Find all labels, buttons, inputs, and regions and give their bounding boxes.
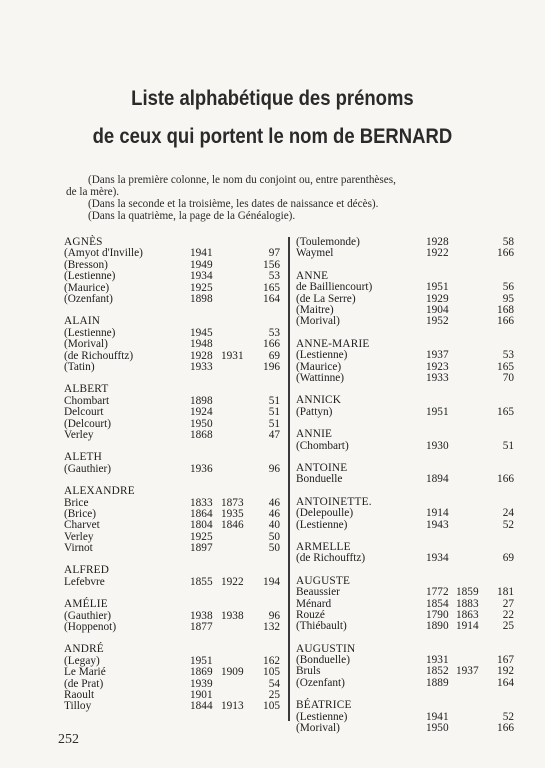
spouse-or-mother-name: (Morival)	[296, 315, 340, 328]
birth-year: 1897	[190, 542, 213, 555]
genealogy-page: 47	[268, 428, 280, 441]
genealogy-page: 58	[502, 236, 514, 248]
first-name-heading: AUGUSTIN	[296, 642, 356, 655]
entry-row	[296, 407, 514, 418]
name-group	[64, 316, 280, 373]
entry-row	[296, 373, 514, 384]
spouse-or-mother-name: (Legay)	[64, 654, 100, 667]
name-group	[296, 237, 514, 260]
birth-year: 1952	[426, 315, 449, 328]
entry-row	[64, 362, 280, 373]
intro-line-1: (Dans la première colonne, le nom du conjoint ou, entre parenthèses,	[88, 174, 396, 186]
entry-row	[296, 316, 514, 327]
entry-row	[296, 474, 514, 485]
genealogy-page: 40	[268, 519, 280, 532]
entry-row	[64, 351, 280, 362]
genealogy-page: 95	[502, 292, 514, 305]
entry-row	[64, 577, 280, 588]
birth-year: 1914	[426, 507, 449, 520]
spouse-or-mother-name: Brice	[64, 496, 89, 509]
birth-year: 1855	[190, 575, 213, 588]
birth-year: 1790	[426, 608, 449, 621]
entry-row	[296, 248, 514, 259]
genealogy-page: 164	[497, 676, 514, 689]
spouse-or-mother-name: (Morival)	[296, 722, 340, 735]
genealogy-page: 46	[268, 507, 280, 520]
spouse-or-mother-name: Le Marié	[64, 666, 106, 679]
name-group	[64, 644, 280, 712]
spouse-or-mother-name: (de La Serre)	[296, 292, 356, 305]
spouse-or-mother-name: Delcourt	[64, 406, 104, 419]
entry-row	[64, 430, 280, 441]
name-group	[296, 700, 514, 734]
spouse-or-mother-name: de Bailliencourt)	[296, 281, 373, 294]
genealogy-page: 46	[268, 496, 280, 509]
genealogy-page: 156	[263, 258, 280, 271]
entry-row	[296, 587, 514, 598]
birth-year: 1951	[190, 654, 213, 667]
genealogy-page: 165	[497, 360, 514, 373]
spouse-or-mother-name: (Lestienne)	[296, 518, 348, 531]
spouse-or-mother-name: (Tatin)	[64, 360, 95, 373]
death-year: 1922	[221, 575, 244, 588]
genealogy-page: 164	[263, 292, 280, 305]
spouse-or-mother-name: Lefebvre	[64, 575, 105, 588]
spouse-or-mother-name: Tilloy	[64, 700, 92, 713]
genealogy-page: 96	[268, 462, 280, 475]
birth-year: 1933	[426, 371, 449, 384]
birth-year: 1869	[190, 666, 213, 679]
spouse-or-mother-name: (Lestienne)	[296, 710, 348, 723]
spouse-or-mother-name: (Delepoulle)	[296, 507, 354, 520]
genealogy-page: 196	[263, 360, 280, 373]
entry-row	[64, 294, 280, 305]
death-year: 1935	[221, 507, 244, 520]
death-year: 1937	[456, 665, 479, 678]
spouse-or-mother-name: (Lestienne)	[64, 270, 116, 283]
genealogy-page: 165	[497, 405, 514, 418]
first-name-heading: AGNÈS	[64, 236, 103, 248]
name-group	[64, 384, 280, 441]
first-name-heading: ANNICK	[296, 394, 342, 407]
genealogy-page: 25	[502, 620, 514, 633]
genealogy-page: 51	[268, 394, 280, 407]
spouse-or-mother-name: (Toulemonde)	[296, 236, 360, 248]
birth-year: 1934	[426, 552, 449, 565]
genealogy-page: 194	[263, 575, 280, 588]
entry-row	[64, 520, 280, 531]
spouse-or-mother-name: Bonduelle	[296, 473, 343, 486]
genealogy-page: 51	[268, 417, 280, 430]
spouse-or-mother-name: (Maurice)	[64, 281, 110, 294]
page-number: 252	[58, 732, 79, 747]
birth-year: 1933	[190, 360, 213, 373]
birth-year: 1890	[426, 620, 449, 633]
birth-year: 1772	[426, 586, 449, 599]
genealogy-page: 166	[497, 473, 514, 486]
birth-year: 1951	[426, 281, 449, 294]
birth-year: 1852	[426, 665, 449, 678]
first-name-heading: ANNE-MARIE	[296, 337, 370, 350]
genealogy-page: 69	[502, 552, 514, 565]
birth-year: 1928	[190, 349, 213, 362]
genealogy-page: 96	[268, 609, 280, 622]
birth-year: 1938	[190, 609, 213, 622]
entry-row	[296, 621, 514, 632]
first-name-heading: ANNE	[296, 269, 329, 282]
spouse-or-mother-name: (de Prat)	[64, 677, 104, 690]
entry-row	[64, 622, 280, 633]
entry-row	[296, 441, 514, 452]
genealogy-page: 166	[497, 247, 514, 260]
first-names-left-column	[64, 237, 280, 724]
name-group	[64, 565, 280, 588]
entry-row	[64, 701, 280, 712]
birth-year: 1948	[190, 338, 213, 351]
birth-year: 1930	[426, 439, 449, 452]
entry-row	[296, 723, 514, 734]
death-year: 1931	[221, 349, 244, 362]
spouse-or-mother-name: (Delcourt)	[64, 417, 112, 430]
entry-row	[64, 679, 280, 690]
first-name-heading: AMÉLIE	[64, 598, 108, 611]
birth-year: 1950	[190, 417, 213, 430]
birth-year: 1898	[190, 394, 213, 407]
first-name-heading: ANTOINETTE.	[296, 495, 372, 508]
birth-year: 1804	[190, 519, 213, 532]
name-group	[296, 542, 514, 565]
genealogy-page: 162	[263, 654, 280, 667]
genealogy-page: 165	[263, 281, 280, 294]
birth-year: 1945	[190, 326, 213, 339]
birth-year: 1951	[426, 405, 449, 418]
entry-row	[64, 690, 280, 701]
spouse-or-mother-name: Bruls	[296, 665, 321, 678]
death-year: 1859	[456, 586, 479, 599]
genealogy-page: 24	[502, 507, 514, 520]
birth-year: 1844	[190, 700, 213, 713]
spouse-or-mother-name: (Chombart)	[296, 439, 349, 452]
spouse-or-mother-name: (Gauthier)	[64, 609, 112, 622]
first-name-heading: ALEXANDRE	[64, 485, 135, 498]
entry-row	[64, 419, 280, 430]
first-name-heading: ALFRED	[64, 564, 110, 577]
birth-year: 1854	[426, 597, 449, 610]
birth-year: 1925	[190, 281, 213, 294]
genealogy-page: 181	[497, 586, 514, 599]
spouse-or-mother-name: (Gauthier)	[64, 462, 112, 475]
name-group	[296, 271, 514, 328]
entry-row	[296, 655, 514, 666]
entry-row	[296, 508, 514, 519]
spouse-or-mother-name: (Ozenfant)	[296, 676, 345, 689]
name-group	[296, 463, 514, 486]
first-name-heading: ALAIN	[64, 315, 101, 328]
entry-row	[296, 678, 514, 689]
birth-year: 1939	[190, 677, 213, 690]
birth-year: 1937	[426, 349, 449, 362]
genealogy-page: 53	[268, 326, 280, 339]
genealogy-page: 51	[502, 439, 514, 452]
column-divider	[288, 237, 290, 721]
entry-row	[296, 599, 514, 610]
entry-row	[296, 282, 514, 293]
entry-row	[296, 553, 514, 564]
genealogy-page: 97	[268, 247, 280, 260]
name-group	[296, 339, 514, 385]
birth-year: 1924	[190, 406, 213, 419]
spouse-or-mother-name: (Maurice)	[296, 360, 342, 373]
first-names-right-column	[296, 237, 514, 745]
birth-year: 1904	[426, 303, 449, 316]
entry-row	[64, 464, 280, 475]
death-year: 1873	[221, 496, 244, 509]
birth-year: 1923	[426, 360, 449, 373]
death-year: 1909	[221, 666, 244, 679]
birth-year: 1928	[426, 236, 449, 248]
spouse-or-mother-name: Raoult	[64, 689, 95, 702]
spouse-or-mother-name: Verley	[64, 530, 94, 543]
entry-row	[64, 543, 280, 554]
birth-year: 1931	[426, 654, 449, 667]
genealogy-page: 50	[268, 530, 280, 543]
genealogy-page: 54	[268, 677, 280, 690]
spouse-or-mother-name: Rouzé	[296, 608, 325, 621]
spouse-or-mother-name: (Amyot d'Inville)	[64, 247, 143, 260]
spouse-or-mother-name: (Ozenfant)	[64, 292, 113, 305]
first-name-heading: ALETH	[64, 451, 103, 464]
genealogy-page: 53	[268, 270, 280, 283]
death-year: 1938	[221, 609, 244, 622]
name-group	[296, 576, 514, 633]
name-group	[64, 486, 280, 554]
first-name-heading: ANNIE	[296, 428, 333, 441]
spouse-or-mother-name: Beaussier	[296, 586, 340, 599]
genealogy-page: 166	[497, 315, 514, 328]
intro-line-2: de la mère).	[66, 186, 120, 198]
genealogy-page: 56	[502, 281, 514, 294]
spouse-or-mother-name: (de Richoufftz)	[296, 552, 366, 565]
death-year: 1914	[456, 620, 479, 633]
birth-year: 1877	[190, 621, 213, 634]
genealogy-page: 69	[268, 349, 280, 362]
first-name-heading: AUGUSTE	[296, 574, 351, 587]
spouse-or-mother-name: Virnot	[64, 542, 93, 555]
genealogy-page: 25	[268, 689, 280, 702]
first-name-heading: BÉATRICE	[296, 699, 352, 712]
birth-year: 1925	[190, 530, 213, 543]
birth-year: 1864	[190, 507, 213, 520]
birth-year: 1929	[426, 292, 449, 305]
page-title-line-2: de ceux qui portent le nom de BERNARD	[92, 124, 453, 148]
birth-year: 1936	[190, 462, 213, 475]
genealogy-page: 27	[502, 597, 514, 610]
birth-year: 1868	[190, 428, 213, 441]
genealogy-page: 52	[502, 710, 514, 723]
genealogy-page: 105	[263, 666, 280, 679]
birth-year: 1898	[190, 292, 213, 305]
entry-row	[64, 667, 280, 678]
spouse-or-mother-name: Chombart	[64, 394, 110, 407]
entry-row	[296, 350, 514, 361]
birth-year: 1941	[426, 710, 449, 723]
spouse-or-mother-name: (Brice)	[64, 507, 96, 520]
page-title-line-1: Liste alphabétique des prénoms	[131, 86, 414, 110]
spouse-or-mother-name: (Lestienne)	[296, 349, 348, 362]
intro-line-3: (Dans la seconde et la troisième, les dates de naissance et décès).	[88, 198, 379, 210]
genealogy-page: 70	[502, 371, 514, 384]
name-group	[296, 429, 514, 452]
intro-line-4: (Dans la quatrième, la page de la Généalogie).	[88, 210, 296, 222]
spouse-or-mother-name: (Bresson)	[64, 258, 108, 271]
entry-row	[64, 532, 280, 543]
name-group	[296, 497, 514, 531]
genealogy-page: 50	[268, 542, 280, 555]
genealogy-page: 105	[263, 700, 280, 713]
birth-year: 1941	[190, 247, 213, 260]
genealogy-page: 22	[502, 608, 514, 621]
genealogy-page: 166	[497, 722, 514, 735]
spouse-or-mother-name: (Lestienne)	[64, 326, 116, 339]
death-year: 1883	[456, 597, 479, 610]
birth-year: 1922	[426, 247, 449, 260]
genealogy-page: 192	[497, 665, 514, 678]
entry-row	[64, 498, 280, 509]
birth-year: 1833	[190, 496, 213, 509]
genealogy-page: 166	[263, 338, 280, 351]
genealogy-page: 53	[502, 349, 514, 362]
first-name-heading: ALBERT	[64, 383, 109, 396]
birth-year: 1894	[426, 473, 449, 486]
entry-row	[296, 520, 514, 531]
spouse-or-mother-name: (de Richoufftz)	[64, 349, 134, 362]
birth-year: 1889	[426, 676, 449, 689]
genealogy-page: 51	[268, 406, 280, 419]
name-group	[64, 237, 280, 305]
spouse-or-mother-name: (Hoppenot)	[64, 621, 117, 634]
birth-year: 1950	[426, 722, 449, 735]
spouse-or-mother-name: Waymel	[296, 247, 334, 260]
birth-year: 1901	[190, 689, 213, 702]
entry-row	[64, 339, 280, 350]
birth-year: 1934	[190, 270, 213, 283]
name-group	[64, 452, 280, 475]
spouse-or-mother-name: Ménard	[296, 597, 332, 610]
first-name-heading: ARMELLE	[296, 540, 351, 553]
first-name-heading: ANTOINE	[296, 461, 348, 474]
death-year: 1913	[221, 700, 244, 713]
spouse-or-mother-name: Verley	[64, 428, 94, 441]
genealogy-page: 132	[263, 621, 280, 634]
name-group	[296, 395, 514, 418]
spouse-or-mother-name: (Thiébault)	[296, 620, 347, 633]
genealogy-page: 52	[502, 518, 514, 531]
name-group	[296, 644, 514, 690]
birth-year: 1949	[190, 258, 213, 271]
entry-row	[64, 407, 280, 418]
spouse-or-mother-name: (Wattinne)	[296, 371, 345, 384]
spouse-or-mother-name: (Morival)	[64, 338, 108, 351]
spouse-or-mother-name: (Maitre)	[296, 303, 334, 316]
spouse-or-mother-name: (Pattyn)	[296, 405, 333, 418]
birth-year: 1943	[426, 518, 449, 531]
genealogy-page: 167	[497, 654, 514, 667]
first-name-heading: ANDRÉ	[64, 643, 104, 656]
spouse-or-mother-name: Charvet	[64, 519, 100, 532]
entry-row	[64, 271, 280, 282]
death-year: 1846	[221, 519, 244, 532]
death-year: 1863	[456, 608, 479, 621]
spouse-or-mother-name: (Bonduelle)	[296, 654, 350, 667]
genealogy-page: 168	[497, 303, 514, 316]
name-group	[64, 599, 280, 633]
